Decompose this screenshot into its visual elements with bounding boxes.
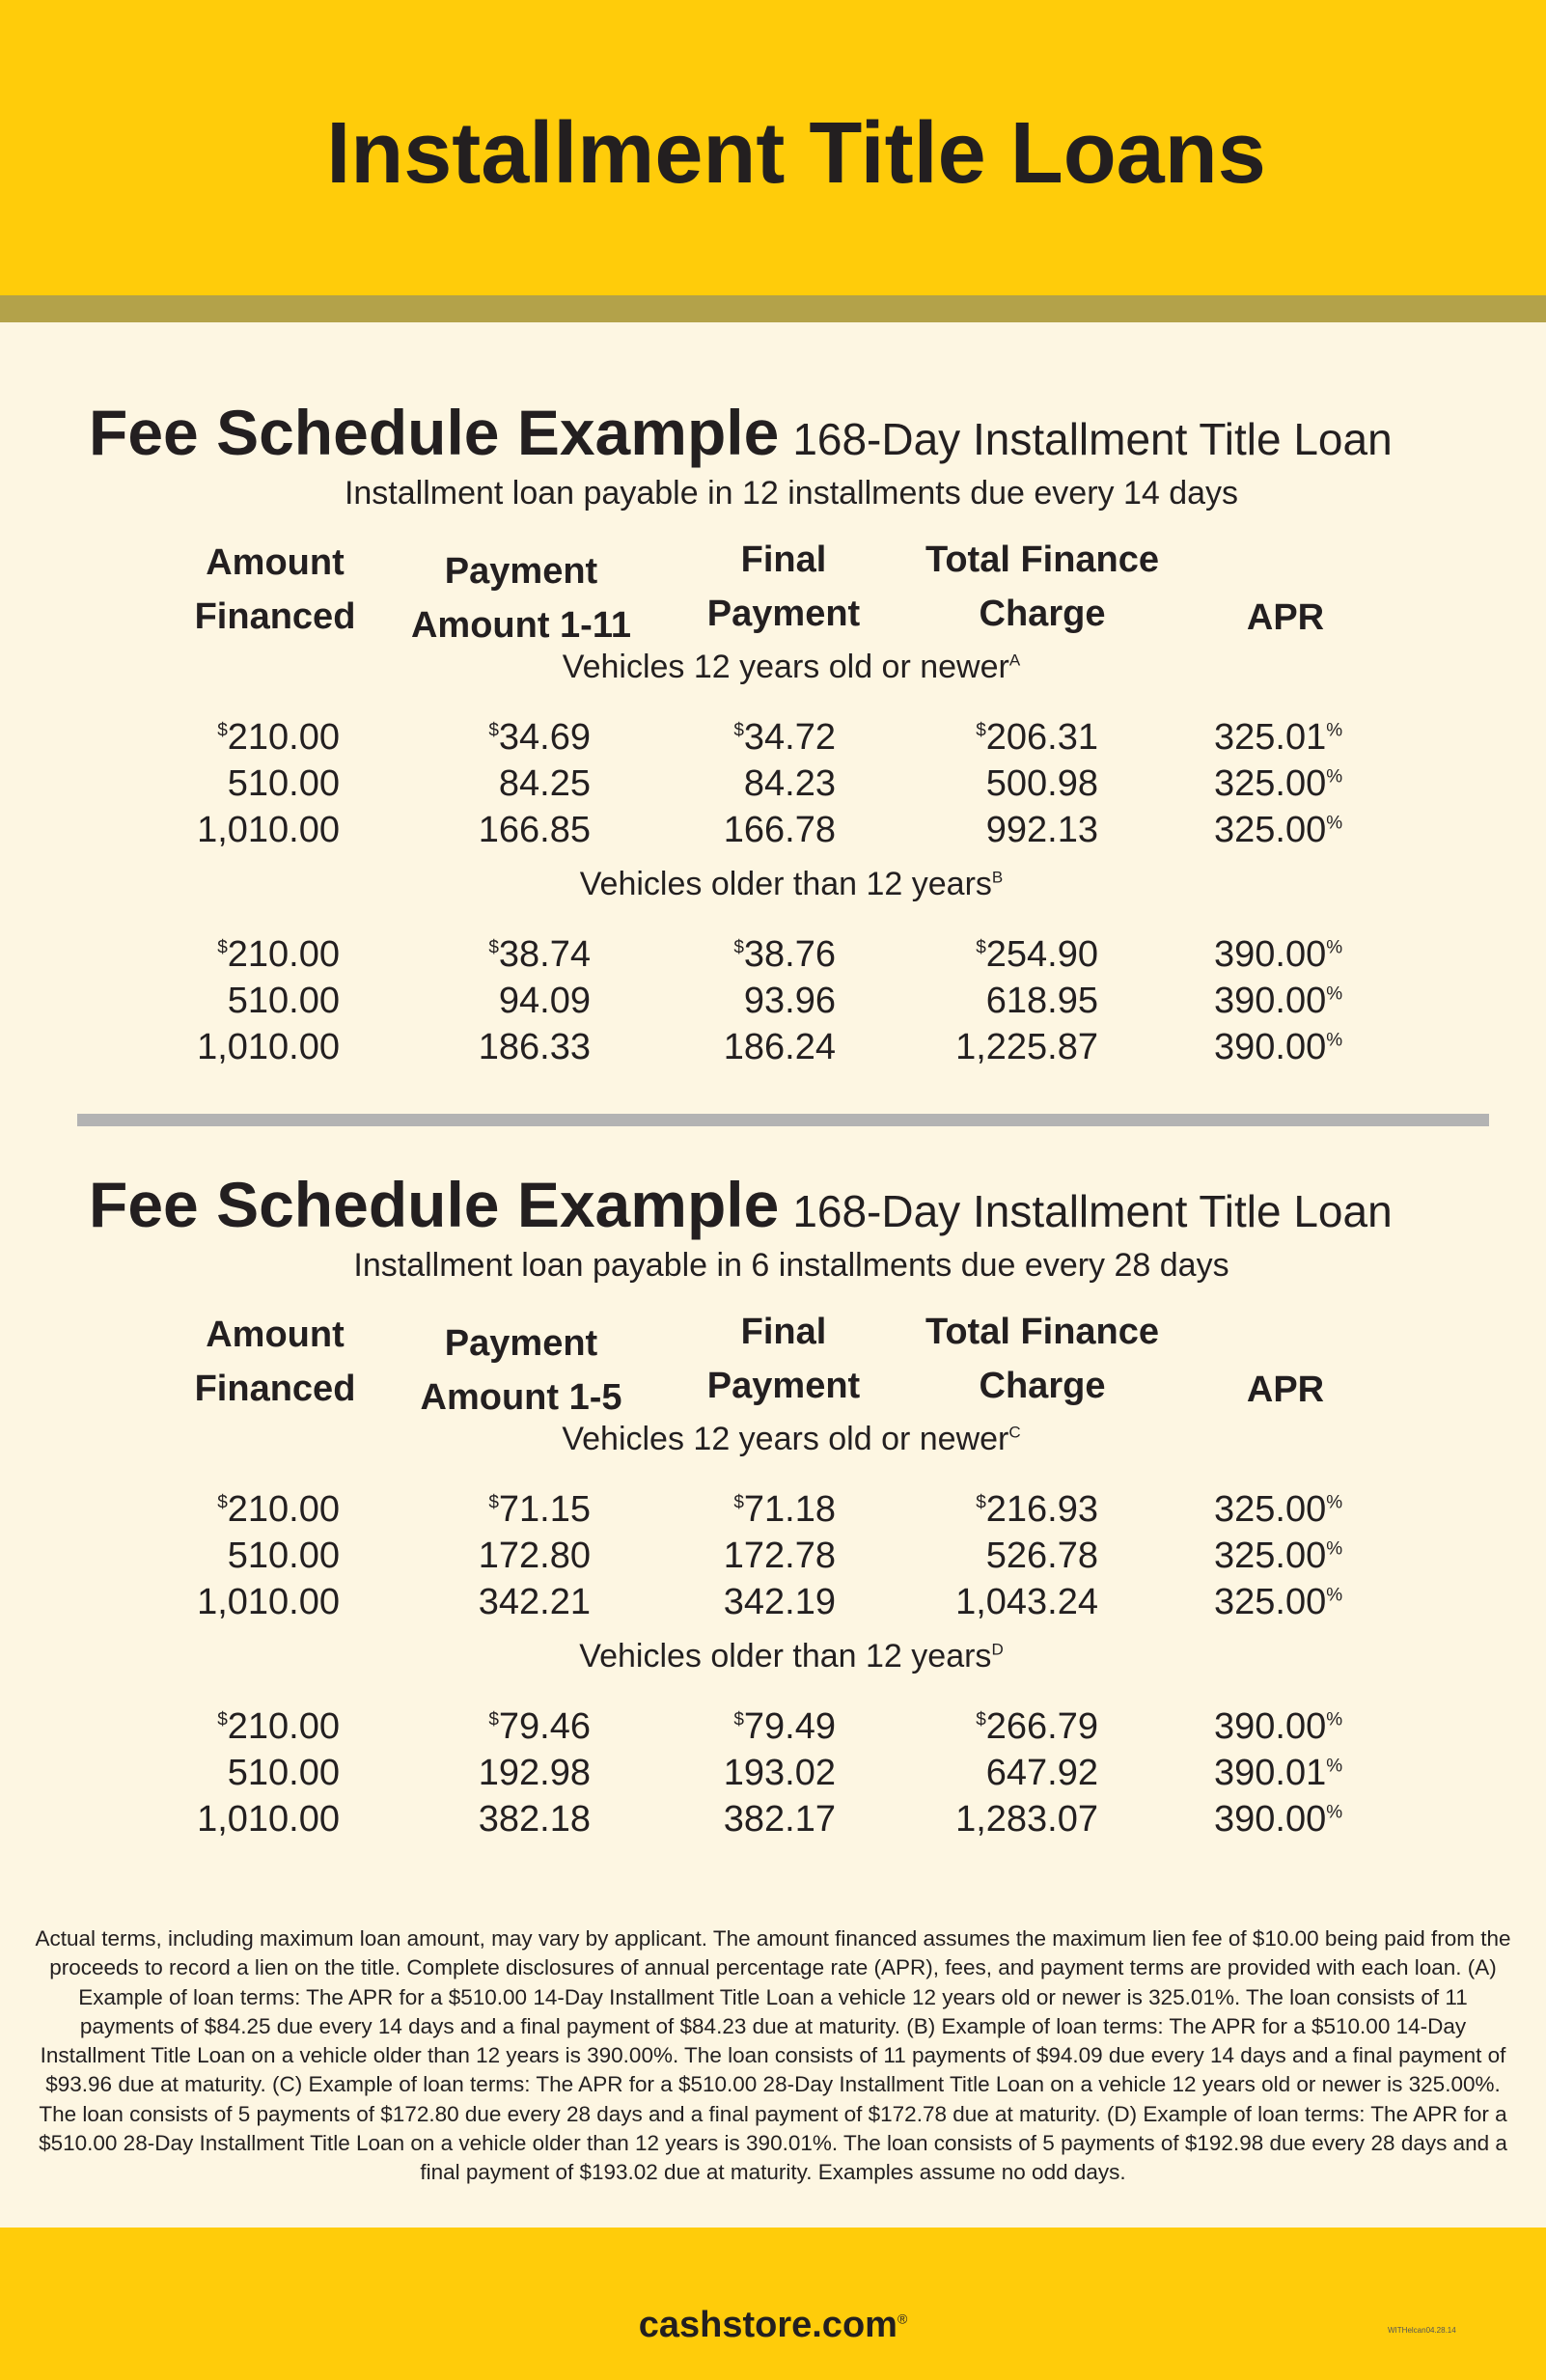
vehicle-group-label [0, 866, 1546, 903]
vehicle-group-label [0, 1638, 1546, 1675]
cell-value: 266.79 [985, 1706, 1098, 1747]
column-header-line: Financed [194, 596, 356, 637]
cell-value: 166.78 [723, 810, 836, 850]
cell-value: 1,225.87 [955, 1027, 1098, 1067]
column-header-payment [376, 1316, 666, 1425]
cell-value: 206.31 [985, 717, 1098, 758]
dollar-sign: $ [217, 720, 228, 741]
cell-value: 38.74 [498, 934, 591, 975]
cell-value: 390.00 [1214, 934, 1327, 975]
dollar-sign: $ [488, 937, 499, 958]
column-header-line: Financed [194, 1369, 356, 1409]
cell-finance [976, 1703, 1098, 1750]
column-header-line: Payment [444, 1323, 598, 1364]
cell-amount [197, 1024, 340, 1070]
column-header-line: Payment [706, 1366, 861, 1406]
percent-sign: % [1326, 1585, 1343, 1606]
cell-value: 325.00 [1214, 1582, 1327, 1622]
cell-value: 325.01 [1214, 717, 1327, 758]
cell-apr [1214, 1796, 1342, 1842]
cell-finance [976, 714, 1098, 761]
dollar-sign: $ [976, 937, 986, 958]
percent-sign: % [1326, 1802, 1343, 1823]
cell-value: 34.72 [743, 717, 836, 758]
column-header-line: Amount [206, 542, 345, 583]
dollar-sign: $ [733, 720, 744, 741]
cell-final [724, 1533, 836, 1579]
column-header-line: Payment [444, 551, 598, 592]
cell-apr [1214, 1579, 1342, 1625]
cell-final [724, 1796, 836, 1842]
cell-payment [479, 1796, 591, 1842]
section-subtitle: Installment loan payable in 12 installments due every 14 days [344, 475, 1239, 512]
cell-final [733, 714, 836, 761]
section-subtitle: Installment loan payable in 6 installments due every 28 days [353, 1247, 1229, 1284]
cell-final [744, 978, 836, 1024]
cell-final [733, 1486, 836, 1533]
disclaimer-text: Actual terms, including maximum loan amount, may vary by applicant. The amount financed assumes the maximum lien fee of $10.00 being paid from the proceeds to record a lien on the title. Complete disclosures of annual percentage rate (APR), fees, and payment terms are provided with each loan. (A) Example of loan terms: The APR for a $510.00 14-Day Installment Title Loan a vehicle 12 years old or newer is 325.01%. The loan consists of 11 payments of $84.25 due every 14 days and a final payment of $84.23 due at maturity. (B) Example of loan terms: The APR for a $510.00 14-Day Installment Title Loan on a vehicle older than 12 years is 390.00%. The loan consists of 11 payments of $94.09 due every 14 days and a final payment of $93.96 due at maturity. (C) Example of loan terms: The APR for a $510.00 28-Day Installment Title Loan on a vehicle 12 years old or newer is 325.00%. The loan consists of 5 payments of $172.80 due every 28 days and a final payment of $172.78 due at maturity. (D) Example of loan terms: The APR for a $510.00 28-Day Installment Title Loan on a vehicle older than 12 years is 390.01%. The loan consists of 5 payments of $192.98 due every 28 days and a final payment of $193.02 due at maturity. Examples assume no odd days. [35, 1926, 1511, 2185]
cell-payment [499, 761, 591, 807]
cell-value: 390.01 [1214, 1753, 1327, 1793]
cell-value: 210.00 [227, 934, 340, 975]
fee-schedule-section [0, 396, 1546, 1148]
vehicle-group-label [0, 1421, 1546, 1458]
dollar-sign: $ [976, 1709, 986, 1730]
group-label-text: Vehicles 12 years old or newer [562, 649, 1009, 685]
cell-apr [1214, 1750, 1342, 1796]
dollar-sign: $ [217, 1492, 228, 1513]
section-divider [77, 1114, 1489, 1126]
dollar-sign: $ [733, 1492, 744, 1513]
cell-value: 79.49 [743, 1706, 836, 1747]
cell-value: 325.00 [1214, 1489, 1327, 1530]
cell-value: 382.18 [478, 1799, 591, 1840]
cell-value: 1,043.24 [955, 1582, 1098, 1622]
cell-value: 510.00 [227, 981, 340, 1021]
cell-value: 71.18 [743, 1489, 836, 1530]
percent-sign: % [1326, 766, 1343, 788]
cell-value: 192.98 [478, 1753, 591, 1793]
cell-value: 390.00 [1214, 1799, 1327, 1840]
cell-apr [1214, 807, 1342, 853]
cell-value: 1,283.07 [955, 1799, 1098, 1840]
cell-amount [228, 1750, 340, 1796]
column-header-final [639, 533, 928, 641]
section-title-rest: 168-Day Installment Title Loan [792, 1186, 1393, 1236]
cell-value: 71.15 [498, 1489, 591, 1530]
dollar-sign: $ [217, 937, 228, 958]
cell-finance [986, 1533, 1098, 1579]
footnote-marker: D [991, 1640, 1004, 1659]
cell-apr [1214, 1533, 1342, 1579]
column-header-line: Charge [979, 594, 1106, 634]
cell-apr [1214, 1024, 1342, 1070]
footer-website [0, 2305, 1546, 2346]
cell-value: 186.33 [478, 1027, 591, 1067]
form-code: WITHelcan04.28.14 [1388, 2326, 1456, 2335]
cell-value: 325.00 [1214, 1536, 1327, 1576]
cell-payment [479, 807, 591, 853]
cell-finance [955, 1579, 1098, 1625]
group-label-text: Vehicles older than 12 years [579, 1638, 992, 1674]
footer-band [0, 2228, 1546, 2380]
cell-value: 526.78 [985, 1536, 1098, 1576]
footnote-marker: A [1008, 650, 1021, 670]
percent-sign: % [1326, 1709, 1343, 1730]
cell-value: 1,010.00 [197, 1799, 340, 1840]
cell-payment [479, 1024, 591, 1070]
cell-value: 93.96 [743, 981, 836, 1021]
cell-value: 390.00 [1214, 1706, 1327, 1747]
column-header-line: Payment [706, 594, 861, 634]
section-title-rest: 168-Day Installment Title Loan [792, 414, 1393, 464]
section-title [89, 396, 1393, 469]
cell-payment [488, 931, 591, 978]
cell-value: 510.00 [227, 1753, 340, 1793]
footnote-marker: B [991, 868, 1004, 887]
cell-apr [1214, 1486, 1342, 1533]
cell-finance [986, 761, 1098, 807]
column-header-line: Amount 1-5 [420, 1377, 622, 1418]
cell-payment [479, 1533, 591, 1579]
column-header-final [639, 1305, 928, 1413]
percent-sign: % [1326, 1492, 1343, 1513]
percent-sign: % [1326, 1538, 1343, 1560]
section-title-bold: Fee Schedule Example [89, 1169, 780, 1240]
cell-value: 84.23 [743, 763, 836, 804]
cell-value: 254.90 [985, 934, 1098, 975]
cell-amount [197, 807, 340, 853]
cell-amount [228, 761, 340, 807]
page-title: Installment Title Loans [326, 105, 1266, 202]
percent-sign: % [1326, 983, 1343, 1005]
column-header-line: Amount [206, 1315, 345, 1355]
cell-amount [228, 1533, 340, 1579]
cell-value: 382.17 [723, 1799, 836, 1840]
cell-value: 1,010.00 [197, 1027, 340, 1067]
cell-value: 325.00 [1214, 763, 1327, 804]
cell-value: 79.46 [498, 1706, 591, 1747]
website-text: cashstore.com [638, 2305, 897, 2345]
cell-apr [1214, 1703, 1342, 1750]
cell-amount [217, 1486, 340, 1533]
cell-value: 342.21 [478, 1582, 591, 1622]
cell-finance [976, 931, 1098, 978]
cell-finance [986, 978, 1098, 1024]
cell-payment [488, 1703, 591, 1750]
cell-amount [197, 1796, 340, 1842]
column-header-line: Amount 1-11 [410, 605, 632, 646]
cell-amount [217, 931, 340, 978]
cell-value: 992.13 [985, 810, 1098, 850]
cell-value: 166.85 [478, 810, 591, 850]
cell-amount [217, 1703, 340, 1750]
cell-value: 510.00 [227, 763, 340, 804]
percent-sign: % [1326, 720, 1343, 741]
cell-payment [488, 1486, 591, 1533]
percent-sign: % [1326, 1030, 1343, 1051]
column-header-line: Total Finance [925, 1312, 1160, 1352]
column-header-line: Final [740, 1312, 827, 1352]
cell-final [724, 1579, 836, 1625]
cell-value: 84.25 [498, 763, 591, 804]
cell-final [724, 1024, 836, 1070]
column-header-line: Charge [979, 1366, 1106, 1406]
cell-payment [479, 1750, 591, 1796]
cell-finance [986, 1750, 1098, 1796]
cell-final [733, 1703, 836, 1750]
column-header-line: Total Finance [925, 540, 1160, 580]
group-label-text: Vehicles 12 years old or newer [562, 1421, 1009, 1457]
cell-value: 186.24 [723, 1027, 836, 1067]
cell-final [744, 761, 836, 807]
footnote-marker: C [1008, 1423, 1021, 1442]
cell-final [724, 807, 836, 853]
cell-value: 500.98 [985, 763, 1098, 804]
cell-apr [1214, 714, 1342, 761]
cell-value: 210.00 [227, 717, 340, 758]
cell-value: 210.00 [227, 1489, 340, 1530]
column-header-finance [897, 533, 1187, 641]
cell-value: 193.02 [723, 1753, 836, 1793]
cell-finance [955, 1796, 1098, 1842]
cell-value: 390.00 [1214, 1027, 1327, 1067]
column-header-line: Final [740, 540, 827, 580]
cell-value: 172.78 [723, 1536, 836, 1576]
vehicle-group-label [0, 649, 1546, 686]
cell-amount [217, 714, 340, 761]
cell-payment [488, 714, 591, 761]
cell-value: 325.00 [1214, 810, 1327, 850]
group-label-text: Vehicles older than 12 years [579, 866, 992, 902]
percent-sign: % [1326, 1756, 1343, 1777]
cell-value: 647.92 [985, 1753, 1098, 1793]
section-title [89, 1168, 1393, 1241]
dollar-sign: $ [488, 1492, 499, 1513]
cell-finance [976, 1486, 1098, 1533]
cell-value: 210.00 [227, 1706, 340, 1747]
column-header-apr: APR [1246, 597, 1325, 638]
column-header-apr: APR [1246, 1370, 1325, 1410]
column-header-finance [897, 1305, 1187, 1413]
dollar-sign: $ [976, 1492, 986, 1513]
cell-finance [955, 1024, 1098, 1070]
cell-amount [228, 978, 340, 1024]
header-divider-band [0, 295, 1546, 322]
cell-value: 342.19 [723, 1582, 836, 1622]
cell-amount [197, 1579, 340, 1625]
cell-value: 172.80 [478, 1536, 591, 1576]
cell-finance [986, 807, 1098, 853]
cell-final [733, 931, 836, 978]
cell-value: 1,010.00 [197, 810, 340, 850]
cell-value: 1,010.00 [197, 1582, 340, 1622]
cell-value: 390.00 [1214, 981, 1327, 1021]
percent-sign: % [1326, 937, 1343, 958]
cell-value: 38.76 [743, 934, 836, 975]
cell-final [724, 1750, 836, 1796]
fee-schedule-section [0, 1168, 1546, 1921]
cell-value: 510.00 [227, 1536, 340, 1576]
dollar-sign: $ [976, 720, 986, 741]
cell-apr [1214, 978, 1342, 1024]
cell-value: 94.09 [498, 981, 591, 1021]
cell-value: 618.95 [985, 981, 1098, 1021]
percent-sign: % [1326, 813, 1343, 834]
cell-apr [1214, 931, 1342, 978]
dollar-sign: $ [488, 720, 499, 741]
dollar-sign: $ [733, 937, 744, 958]
cell-apr [1214, 761, 1342, 807]
cell-payment [499, 978, 591, 1024]
section-title-bold: Fee Schedule Example [89, 397, 780, 468]
cell-value: 34.69 [498, 717, 591, 758]
dollar-sign: $ [488, 1709, 499, 1730]
registered-mark: ® [897, 2311, 908, 2327]
cell-payment [479, 1579, 591, 1625]
column-header-payment [376, 544, 666, 652]
dollar-sign: $ [733, 1709, 744, 1730]
cell-value: 216.93 [985, 1489, 1098, 1530]
dollar-sign: $ [217, 1709, 228, 1730]
